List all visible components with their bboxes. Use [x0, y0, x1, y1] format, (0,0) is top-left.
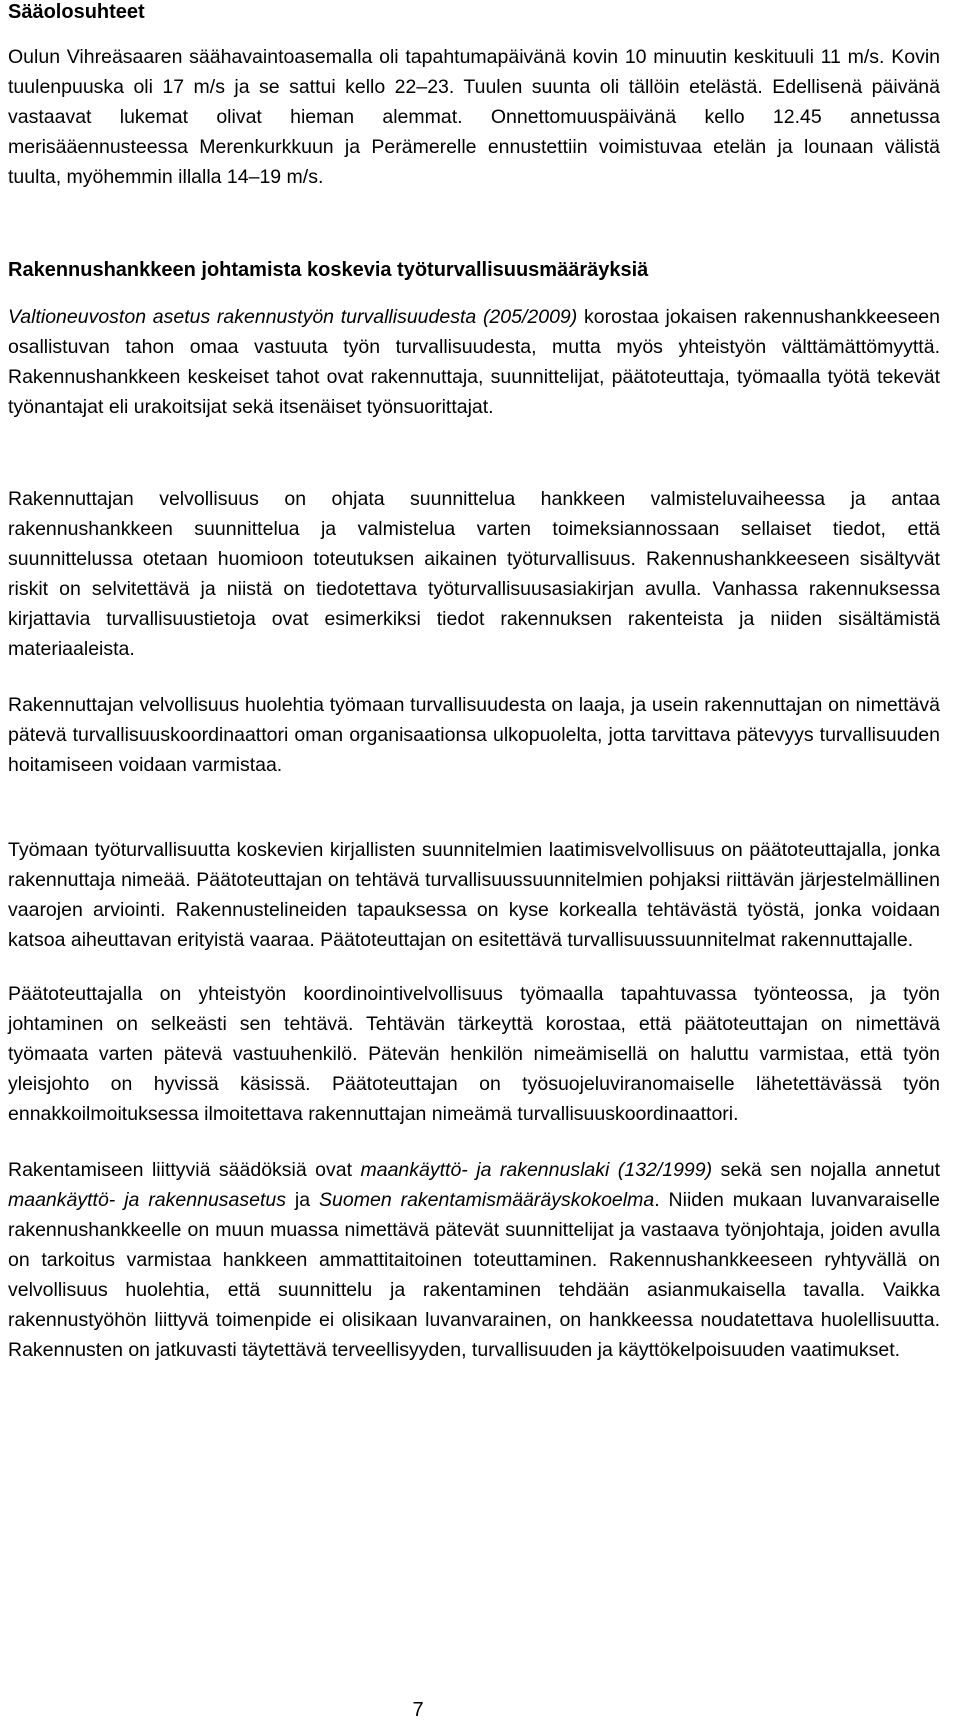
paragraph-weather: Oulun Vihreäsaaren säähavaintoasemalla oli tapahtumapäivänä kovin 10 minuutin keskituuli 11 m/s. Kovin tuulenpuuska oli 17 m/s ja se sattui kello 22–23. Tuulen suunta oli tällöin etelästä. Edellisenä päivänä vastaavat lukemat olivat hieman alemmat. Onnettomuuspäivänä kello 12.45 annetussa merisääennusteessa Merenkurkkuun ja Perämerelle ennustettiin voimistuvaa etelän ja lounaan välistä tuulta, myöhemmin illalla 14–19 m/s. [8, 46, 940, 188]
regulations-text-4: . Niiden mukaan luvanvaraiselle rakennushankkeelle on muun muassa nimettävä pätevät suunnittelijat ja vastaava työnjohtaja, joiden avulla on tarkoitus varmistaa hankkeen ammattitaitoinen toteuttaminen. Rakennushankkeeseen ryhtyvällä on velvollisuus huolehtia, että suunnittelu ja rakentaminen tehdään asianmukaisella tavalla. Vaikka rakennustyöhön liittyvä toimenpide ei olisikaan luvanvarainen, on hankkeessa noudatettava huolellisuutta. Rakennusten on jatkuvasti täytettävä terveellisyyden, turvallisuuden ja käyttökelpoisuuden vaatimukset. [8, 1189, 941, 1361]
heading-safety-regulations: Rakennushankkeen johtamista koskevia työturvallisuusmääräyksiä [8, 259, 649, 281]
decree-title: Valtioneuvoston asetus rakennustyön turvallisuudesta (205/2009) [8, 306, 578, 328]
paragraph-client-planning: Rakennuttajan velvollisuus on ohjata suunnittelua hankkeen valmisteluvaiheessa ja antaa rakennushankkeen suunnittelua ja valmistelua varten toimeksiannossaan sellaiset tiedot, että suunnittelussa otetaan huomioon toteutuksen aikainen työturvallisuus. Rakennushankkeeseen sisältyvät riskit on selvitettävä ja niistä on tiedotettava työturvallisuusasiakirjan avulla. Vanhassa rakennuksessa kirjattavia turvallisuustietoja ovat esimerkiksi tiedot rakennuksen rakenteista ja niiden sisältämistä materiaaleista. [8, 488, 940, 660]
page-number: 7 [412, 1699, 424, 1721]
paragraph-main-contractor-plans: Työmaan työturvallisuutta koskevien kirjallisten suunnitelmien laatimisvelvollisuus on päätoteuttajalla, jonka rakennuttaja nimeää. Päätoteuttajan on tehtävä turvallisuussuunnitelmien pohjaksi riittävän järjestelmällinen vaarojen arviointi. Rakennustelineiden tapauksessa on kyse korkealla tehtävästä työstä, jonka voidaan katsoa aiheuttavan erityistä vaaraa. Päätoteuttajan on esitettävä turvallisuussuunnitelmat rakennuttajalle. [8, 839, 940, 951]
paragraph-decree [8, 302, 940, 422]
law-title: maankäyttö- ja rakennuslaki (132/1999) [360, 1159, 713, 1181]
decree-title-2: maankäyttö- ja rakennusasetus [8, 1189, 286, 1211]
regulations-text-1: Rakentamiseen liittyviä säädöksiä ovat [8, 1159, 361, 1181]
regulations-text-3: ja [286, 1189, 320, 1211]
heading-weather: Sääolosuhteet [8, 1, 145, 23]
regulations-text-2: sekä sen nojalla annetut [712, 1159, 940, 1181]
paragraph-client-safety: Rakennuttajan velvollisuus huolehtia työmaan turvallisuudesta on laaja, ja usein rakennuttajan on nimettävä pätevä turvallisuuskoordinaattori oman organisaationsa ulkopuolelta, jotta tarvittava pätevyys turvallisuuden hoitamiseen voidaan varmistaa. [8, 694, 940, 776]
code-title: Suomen rakentamismääräyskokoelma [319, 1189, 655, 1211]
paragraph-decree-text: korostaa jokaisen rakennushankkeeseen osallistuvan tahon omaa vastuuta työn turvallisuudesta, mutta myös yhteistyön välttämättömyyttä. Rakennushankkeen keskeiset tahot ovat rakennuttaja, suunnittelijat, päätoteuttaja, työmaalla työtä tekevät työnantajat eli urakoitsijat sekä itsenäiset työnsuorittajat. [8, 306, 940, 418]
paragraph-main-contractor-coordination: Päätoteuttajalla on yhteistyön koordinointivelvollisuus työmaalla tapahtuvassa työnteossa, ja työn johtaminen on selkeästi sen tehtävä. Tehtävän tärkeyttä korostaa, että päätoteuttajan on nimettävä työmaata varten pätevä vastuuhenkilö. Pätevän henkilön nimeämisellä on haluttu varmistaa, että työn yleisjohto on hyvissä käsissä. Päätoteuttajan on työsuojeluviranomaiselle lähetettävässä työn ennakkoilmoituksessa ilmoitettava rakennuttajan nimeämä turvallisuuskoordinaattori. [8, 983, 940, 1125]
paragraph-building-regulations [8, 1155, 940, 1365]
